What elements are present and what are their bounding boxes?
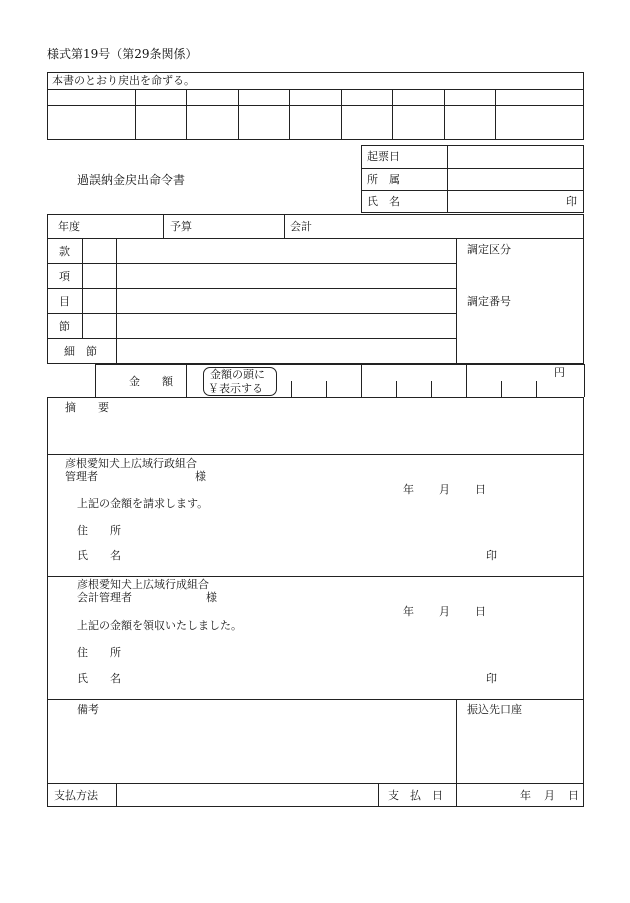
classification-label-kou: 項: [59, 270, 70, 283]
account-label: 会計: [290, 220, 312, 233]
budget-row: [47, 214, 584, 239]
order-header: 本書のとおり戻出を命ずる。: [52, 74, 195, 87]
fiscal-year-label: 年度: [58, 220, 80, 233]
adjustment-category-label: 調定区分: [467, 243, 511, 256]
approval-stamp-cell[interactable]: [393, 106, 444, 139]
summary-label: 摘 要: [65, 401, 109, 414]
affiliation-field[interactable]: [448, 169, 583, 190]
approval-stamp-cell[interactable]: [187, 106, 238, 139]
payment-month: 月: [544, 789, 555, 802]
payment-date-field[interactable]: [457, 784, 517, 806]
receipt-address-field[interactable]: [130, 643, 570, 661]
approval-stamp-cell[interactable]: [136, 106, 186, 139]
amount-input[interactable]: [278, 365, 583, 396]
adjustment-number-label: 調定番号: [467, 295, 511, 308]
approval-stamp-cell[interactable]: [48, 106, 135, 139]
document-title: 過誤納金戻出命令書: [77, 173, 186, 187]
approval-stamp-cell[interactable]: [342, 106, 392, 139]
approval-stamp-cell[interactable]: [290, 106, 341, 139]
name-label: 氏 名: [367, 195, 400, 208]
claim-date-month: 月: [439, 483, 450, 496]
transfer-account-field[interactable]: [457, 718, 583, 783]
classification-label-kan: 款: [59, 245, 70, 258]
form-number: 様式第19号（第29条関係）: [47, 47, 198, 61]
summary-field[interactable]: [48, 416, 583, 454]
date-label: 起票日: [367, 150, 400, 163]
payment-day: 日: [568, 789, 579, 802]
budget-label: 予算: [170, 220, 192, 233]
receipt-name-label: 氏 名: [77, 672, 121, 685]
receipt-address-label: 住 所: [77, 646, 121, 659]
claim-date-day: 日: [475, 483, 486, 496]
receipt-org-name: 彦根愛知犬上広域行成組合: [77, 578, 209, 591]
receipt-honorific: 様: [206, 591, 217, 604]
name-field[interactable]: [448, 191, 563, 212]
claim-statement: 上記の金額を請求します。: [77, 497, 209, 510]
claim-name-label: 氏 名: [77, 549, 121, 562]
transfer-account-label: 振込先口座: [467, 703, 522, 716]
approval-stamp-cell[interactable]: [496, 106, 584, 139]
claim-honorific: 様: [195, 470, 206, 483]
affiliation-label: 所 属: [367, 173, 400, 186]
date-field[interactable]: [448, 146, 583, 167]
classification-label-moku: 目: [59, 295, 70, 308]
amount-note-line1: 金額の頭に: [210, 368, 265, 381]
receipt-date-day: 日: [475, 605, 486, 618]
yen-unit: 円: [554, 366, 565, 379]
claim-org-name: 彦根愛知犬上広域行政組合: [65, 457, 197, 470]
issuer-seal: 印: [566, 195, 577, 208]
classification-label-setsu: 節: [59, 320, 70, 333]
claim-date-year: 年: [403, 483, 414, 496]
receipt-org-title: 会計管理者: [77, 591, 132, 604]
payment-method-field[interactable]: [117, 784, 377, 806]
receipt-date-month: 月: [439, 605, 450, 618]
receipt-date-year: 年: [403, 605, 414, 618]
classification-label-saisetsu: 細 節: [64, 345, 97, 358]
payment-method-label: 支払方法: [54, 789, 98, 802]
payment-year: 年: [520, 789, 531, 802]
payment-date-label: 支 払 日: [388, 789, 443, 802]
remarks-label: 備考: [77, 703, 99, 716]
remarks-field[interactable]: [48, 718, 455, 783]
receipt-seal: 印: [486, 672, 497, 685]
claim-name-field[interactable]: [130, 546, 470, 564]
claim-seal: 印: [486, 549, 497, 562]
receipt-name-field[interactable]: [130, 669, 470, 687]
approval-stamp-cell[interactable]: [239, 106, 289, 139]
claim-org-title: 管理者: [65, 470, 98, 483]
claim-address-label: 住 所: [77, 524, 121, 537]
amount-note-line2: ￥表示する: [208, 382, 263, 395]
approval-stamp-cell[interactable]: [445, 106, 495, 139]
receipt-statement: 上記の金額を領収いたしました。: [77, 619, 242, 632]
amount-label: 金 額: [129, 375, 173, 388]
claim-address-field[interactable]: [130, 521, 570, 539]
